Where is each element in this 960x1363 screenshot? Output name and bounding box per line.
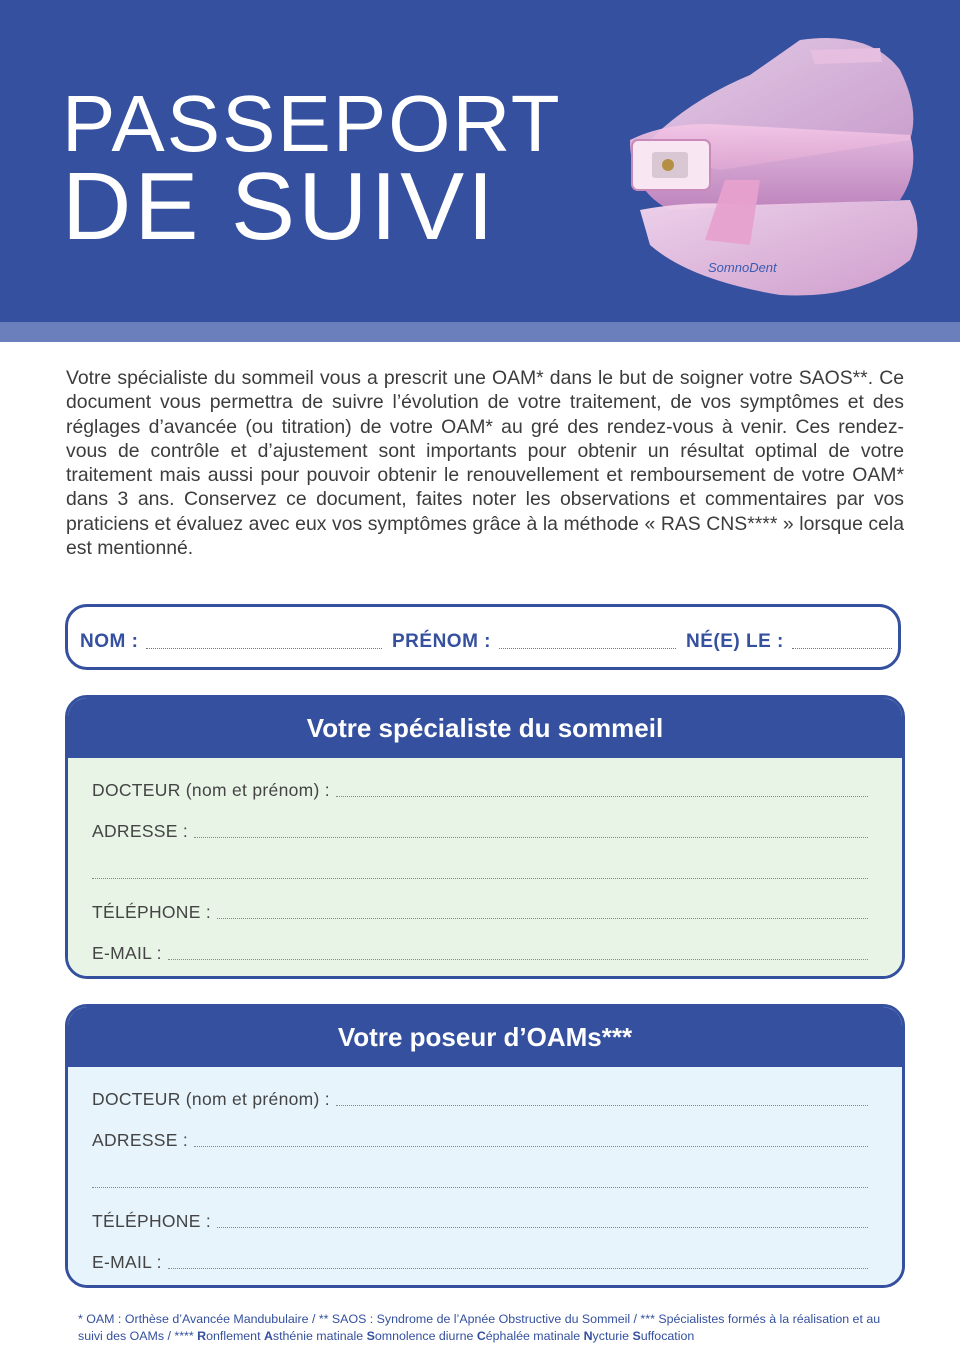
footnote-initial-c: C [476, 1328, 486, 1343]
docteur-label: DOCTEUR (nom et prénom) : [92, 780, 330, 800]
ne-le-label: NÉ(E) LE : [686, 631, 784, 652]
adresse-label: ADRESSE : [92, 1130, 189, 1150]
adresse-label: ADRESSE : [92, 821, 189, 841]
specialist-adresse-row-2[interactable] [92, 861, 868, 883]
specialist-email-row[interactable] [92, 942, 868, 964]
footnote-rest-n: ycturie [592, 1328, 633, 1343]
poseur-panel [65, 1004, 905, 1288]
email-label: E-MAIL : [92, 1252, 162, 1272]
nom-dotted-line[interactable] [146, 647, 382, 649]
poseur-adresse-row[interactable] [92, 1129, 868, 1151]
footnote-initial-r: R [197, 1328, 207, 1343]
footnote-initial-a: A [263, 1328, 273, 1343]
specialist-docteur-row[interactable] [92, 779, 868, 801]
specialist-telephone-row[interactable] [92, 901, 868, 923]
email-label: E-MAIL : [92, 943, 162, 963]
footnote-rest-s: omnolence diurne [374, 1328, 477, 1343]
nom-field[interactable] [80, 631, 382, 653]
footnote-rest-c: éphalée matinale [485, 1328, 584, 1343]
title-line-2: DE SUIVI [62, 153, 497, 260]
footnote-initial-s: S [366, 1328, 375, 1343]
telephone-dotted-line[interactable] [217, 1226, 868, 1228]
footnote [78, 1311, 908, 1344]
specialist-panel [65, 695, 905, 979]
ne-le-field[interactable] [686, 631, 892, 653]
ne-le-dotted-line[interactable] [792, 647, 892, 649]
header-stripe [0, 322, 960, 342]
footnote-initial-s2: S [632, 1328, 641, 1343]
poseur-adresse-row-2[interactable] [92, 1170, 868, 1192]
docteur-dotted-line[interactable] [336, 1104, 868, 1106]
patient-identity-box [65, 604, 901, 670]
adresse-dotted-line-2[interactable] [92, 877, 868, 879]
poseur-telephone-row[interactable] [92, 1210, 868, 1232]
footnote-rest-r: onflement [206, 1328, 264, 1343]
intro-paragraph: Votre spécialiste du sommeil vous a prescrit une OAM* dans le but de soigner votre SAOS**. Ce document vous permettra de suivre l’évolution de votre traitement, de vos symptômes et des réglages d’avancée (ou titration) de votre OAM* au gré des rendez-vous à venir. Ces rendez-vous de contrôle et d’ajustement sont importants pour obtenir un résultat optimal de votre traitement mais aussi pour pouvoir obtenir le renouvellement et remboursement de votre OAM* dans 3 ans. Conservez ce document, faites noter les observations et commentaires par vos praticiens et évaluez avec eux vos symptômes grâce à la méthode « RAS CNS**** » lorsque cela est mentionné. [66, 367, 904, 560]
poseur-panel-title: Votre poseur d’OAMs*** [68, 1007, 902, 1067]
telephone-label: TÉLÉPHONE : [92, 902, 212, 922]
docteur-dotted-line[interactable] [336, 795, 868, 797]
prenom-label: PRÉNOM : [392, 631, 491, 652]
oral-appliance-image [610, 30, 940, 305]
prenom-dotted-line[interactable] [499, 647, 676, 649]
footnote-initial-n: N [583, 1328, 593, 1343]
poseur-docteur-row[interactable] [92, 1088, 868, 1110]
adresse-dotted-line[interactable] [194, 1145, 868, 1147]
specialist-panel-title: Votre spécialiste du sommeil [68, 698, 902, 758]
telephone-label: TÉLÉPHONE : [92, 1211, 212, 1231]
device-brand-label: SomnoDent [708, 260, 777, 275]
footnote-rest-s2: uffocation [640, 1328, 695, 1343]
email-dotted-line[interactable] [168, 958, 868, 960]
email-dotted-line[interactable] [168, 1267, 868, 1269]
footnote-rest-a: sthénie matinale [272, 1328, 367, 1343]
telephone-dotted-line[interactable] [217, 917, 868, 919]
nom-label: NOM : [80, 631, 139, 652]
poseur-email-row[interactable] [92, 1251, 868, 1273]
adresse-dotted-line-2[interactable] [92, 1186, 868, 1188]
footnote-definitions: * OAM : Orthèse d’Avancée Mandubulaire / ** SAOS : Syndrome de l’Apnée Obstructive du Sommeil / *** Spécialistes formés à la réalisation et au suivi des OAMs / **** [78, 1312, 881, 1343]
title-line-1: PASSEPORT [62, 79, 562, 168]
prenom-field[interactable] [392, 631, 676, 653]
adresse-dotted-line[interactable] [194, 836, 868, 838]
docteur-label: DOCTEUR (nom et prénom) : [92, 1089, 330, 1109]
header-banner [0, 0, 960, 342]
specialist-adresse-row[interactable] [92, 820, 868, 842]
